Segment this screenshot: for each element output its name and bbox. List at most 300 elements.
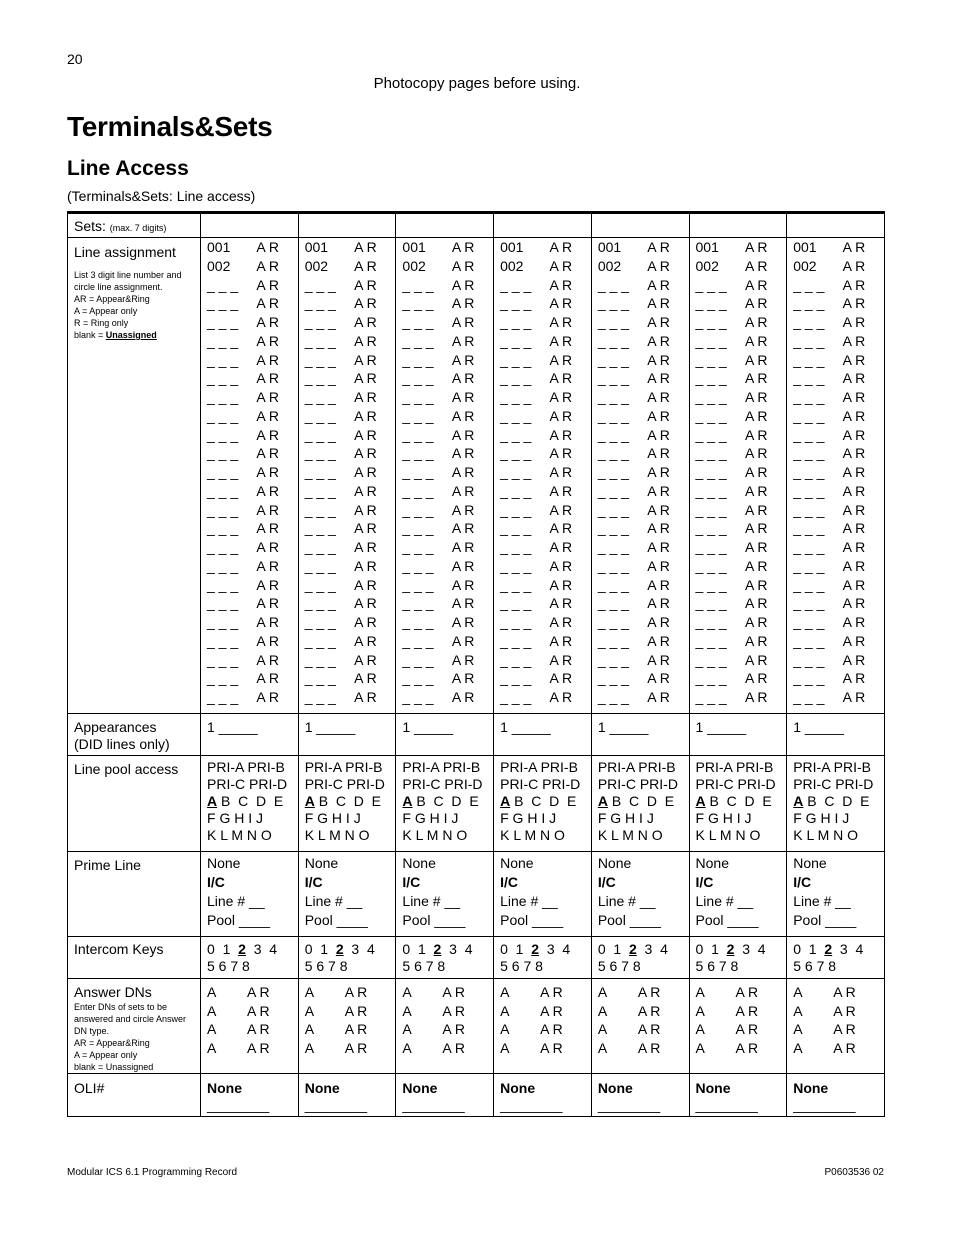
line-number[interactable]: _ _ _	[695, 595, 727, 612]
ar-option[interactable]: A R	[256, 576, 279, 593]
line-number[interactable]: _ _ _	[695, 670, 727, 687]
line-number[interactable]: _ _ _	[597, 464, 629, 480]
line-number[interactable]: _ _ _	[695, 445, 727, 462]
intercom-default[interactable]: 2	[335, 941, 344, 957]
line-number[interactable]: _ _ _	[597, 614, 629, 630]
line-number[interactable]: _ _ _	[597, 539, 629, 555]
line-number[interactable]: _ _ _	[695, 482, 727, 499]
pool-row-3[interactable]: K L M N O	[304, 827, 370, 843]
line-number[interactable]: _ _ _	[304, 370, 336, 387]
ar-option[interactable]: A R	[744, 595, 768, 612]
set-4-name-field[interactable]	[494, 213, 592, 238]
pool-row-3[interactable]: K L M N O	[597, 827, 663, 843]
ar-option[interactable]: A R	[549, 595, 573, 612]
line-number[interactable]: _ _ _	[793, 389, 825, 405]
line-number[interactable]: _ _ _	[402, 389, 434, 405]
pool-a-default[interactable]: A	[597, 793, 608, 809]
ar-option[interactable]: A R	[842, 295, 866, 312]
line-number[interactable]: _ _ _	[793, 351, 825, 368]
line-number[interactable]: _ _ _	[793, 295, 825, 312]
ar-option[interactable]: A R	[451, 276, 475, 293]
ar-option[interactable]: A R	[549, 426, 573, 443]
line-number[interactable]: _ _ _	[402, 520, 434, 537]
pool-row-2[interactable]: F G H I J	[304, 810, 361, 826]
answer-a[interactable]: A	[207, 984, 217, 1000]
line-number[interactable]: _ _ _	[597, 632, 629, 649]
line-number[interactable]: _ _ _	[695, 332, 727, 349]
answer-ar[interactable]: A R	[540, 984, 563, 1000]
pool-a-default[interactable]: A	[207, 793, 218, 809]
answer-a[interactable]: A	[402, 1039, 412, 1056]
appearances-field[interactable]: 1 _____	[500, 719, 551, 735]
answer-ar[interactable]: A R	[637, 1021, 661, 1037]
set-5-name-field[interactable]	[591, 213, 689, 238]
line-number[interactable]: _ _ _	[793, 370, 825, 387]
ar-option[interactable]: A R	[451, 464, 475, 480]
ar-option[interactable]: A R	[647, 389, 670, 405]
line-number[interactable]: _ _ _	[207, 520, 239, 537]
appearances-field[interactable]: 1 _____	[304, 719, 356, 735]
appearances-field[interactable]: 1 _____	[695, 719, 747, 735]
line-number[interactable]: _ _ _	[402, 314, 434, 330]
intercom-default[interactable]: 2	[824, 941, 833, 957]
ar-option[interactable]: A R	[744, 539, 768, 555]
prime-pool[interactable]: Pool ____	[304, 912, 368, 928]
line-number[interactable]: _ _ _	[402, 670, 434, 687]
line-number[interactable]: _ _ _	[304, 407, 336, 424]
intercom-default[interactable]: 2	[433, 941, 442, 957]
ar-option[interactable]: A R	[451, 389, 475, 405]
ar-option[interactable]: A R	[647, 276, 670, 293]
intercom-keys-high[interactable]: 3 4	[636, 941, 668, 957]
line-number[interactable]: _ _ _	[207, 651, 239, 668]
oli-field[interactable]: ________	[207, 1097, 270, 1113]
line-number[interactable]: _ _ _	[597, 351, 629, 368]
answer-ar[interactable]: A R	[442, 1002, 465, 1019]
line-number[interactable]: _ _ _	[207, 351, 239, 368]
prime-line-number[interactable]: Line # __	[500, 893, 558, 909]
ar-option[interactable]: A R	[256, 426, 279, 443]
ar-option[interactable]: A R	[647, 257, 670, 274]
ar-option[interactable]: A R	[549, 557, 573, 574]
line-number[interactable]: _ _ _	[500, 632, 532, 649]
intercom-default[interactable]: 2	[726, 941, 735, 957]
intercom-default[interactable]: 2	[238, 941, 246, 957]
ar-option[interactable]: A R	[549, 332, 573, 349]
line-number[interactable]: 001	[304, 239, 329, 255]
intercom-default[interactable]: 2	[531, 941, 540, 957]
line-number[interactable]: _ _ _	[793, 501, 825, 518]
ar-option[interactable]: A R	[451, 614, 475, 630]
line-number[interactable]: _ _ _	[207, 407, 239, 424]
line-number[interactable]: 002	[793, 257, 817, 274]
ar-option[interactable]: A R	[451, 595, 475, 612]
intercom-row-2[interactable]: 5 6 7 8	[304, 958, 348, 974]
answer-ar[interactable]: A R	[442, 1039, 465, 1056]
ar-option[interactable]: A R	[354, 445, 377, 462]
ar-option[interactable]: A R	[451, 332, 475, 349]
intercom-keys-high[interactable]: 3 4	[245, 941, 278, 957]
ar-option[interactable]: A R	[744, 670, 768, 687]
pri-ab[interactable]: PRI-A PRI-B	[402, 759, 481, 775]
ar-option[interactable]: A R	[354, 370, 377, 387]
line-number[interactable]: _ _ _	[597, 426, 629, 443]
ar-option[interactable]: A R	[842, 651, 866, 668]
ar-option[interactable]: A R	[549, 614, 573, 630]
line-number[interactable]: _ _ _	[402, 482, 434, 499]
prime-line-number[interactable]: Line # __	[695, 893, 754, 909]
answer-ar[interactable]: A R	[637, 984, 661, 1000]
ar-option[interactable]: A R	[256, 539, 279, 555]
ar-option[interactable]: A R	[354, 520, 377, 537]
intercom-row-2[interactable]: 5 6 7 8	[793, 958, 837, 974]
ar-option[interactable]: A R	[451, 351, 475, 368]
line-number[interactable]: 002	[500, 257, 524, 274]
line-number[interactable]: _ _ _	[207, 576, 239, 593]
line-number[interactable]: _ _ _	[793, 314, 825, 330]
ar-option[interactable]: A R	[451, 426, 475, 443]
line-number[interactable]: _ _ _	[207, 426, 239, 443]
line-number[interactable]: _ _ _	[695, 576, 727, 593]
ar-option[interactable]: A R	[842, 370, 866, 387]
line-number[interactable]: _ _ _	[695, 314, 727, 330]
prime-pool[interactable]: Pool ____	[402, 912, 466, 928]
line-number[interactable]: 001	[793, 239, 817, 255]
ar-option[interactable]: A R	[354, 295, 377, 312]
prime-ic[interactable]: I/C	[207, 874, 225, 890]
ar-option[interactable]: A R	[744, 389, 768, 405]
ar-option[interactable]: A R	[256, 389, 279, 405]
intercom-default[interactable]: 2	[628, 941, 637, 957]
ar-option[interactable]: A R	[744, 501, 768, 518]
ar-option[interactable]: A R	[647, 670, 670, 687]
answer-a[interactable]: A	[402, 1021, 412, 1037]
ar-option[interactable]: A R	[647, 445, 670, 462]
line-number[interactable]: _ _ _	[695, 407, 727, 424]
pri-cd[interactable]: PRI-C PRI-D	[793, 776, 874, 792]
intercom-keys-low[interactable]: 0 1	[207, 941, 239, 957]
ar-option[interactable]: A R	[354, 276, 377, 293]
answer-a[interactable]: A	[500, 1021, 510, 1037]
intercom-keys-high[interactable]: 3 4	[539, 941, 571, 957]
line-number[interactable]: _ _ _	[207, 389, 239, 405]
ar-option[interactable]: A R	[549, 295, 573, 312]
ar-option[interactable]: A R	[842, 482, 866, 499]
ar-option[interactable]: A R	[842, 239, 866, 255]
ar-option[interactable]: A R	[256, 689, 279, 705]
line-number[interactable]: 001	[207, 239, 231, 255]
ar-option[interactable]: A R	[354, 651, 377, 668]
appearances-field[interactable]: 1 _____	[402, 719, 454, 735]
pool-row-3[interactable]: K L M N O	[207, 827, 272, 843]
answer-a[interactable]: A	[500, 984, 510, 1000]
line-number[interactable]: _ _ _	[500, 595, 532, 612]
ar-option[interactable]: A R	[744, 632, 768, 649]
ar-option[interactable]: A R	[549, 314, 573, 330]
ar-option[interactable]: A R	[354, 632, 377, 649]
line-number[interactable]: _ _ _	[207, 670, 239, 687]
intercom-row-2[interactable]: 5 6 7 8	[207, 958, 250, 974]
ar-option[interactable]: A R	[354, 670, 377, 687]
line-number[interactable]: _ _ _	[500, 689, 532, 705]
line-number[interactable]: _ _ _	[304, 389, 336, 405]
line-number[interactable]: _ _ _	[793, 445, 825, 462]
answer-ar[interactable]: A R	[247, 1002, 270, 1019]
line-number[interactable]: _ _ _	[597, 482, 629, 499]
answer-a[interactable]: A	[207, 1021, 217, 1037]
answer-ar[interactable]: A R	[540, 1002, 563, 1019]
ar-option[interactable]: A R	[842, 332, 866, 349]
prime-pool[interactable]: Pool ____	[793, 912, 857, 928]
line-number[interactable]: _ _ _	[597, 651, 629, 668]
answer-ar[interactable]: A R	[247, 1039, 270, 1056]
line-number[interactable]: _ _ _	[402, 557, 434, 574]
ar-option[interactable]: A R	[744, 464, 768, 480]
intercom-keys-high[interactable]: 3 4	[441, 941, 473, 957]
answer-a[interactable]: A	[695, 984, 705, 1000]
line-number[interactable]: _ _ _	[304, 595, 336, 612]
oli-field[interactable]: ________	[402, 1097, 465, 1113]
ar-option[interactable]: A R	[256, 651, 279, 668]
ar-option[interactable]: A R	[549, 501, 573, 518]
line-number[interactable]: _ _ _	[500, 557, 532, 574]
ar-option[interactable]: A R	[842, 389, 866, 405]
ar-option[interactable]: A R	[647, 332, 670, 349]
answer-ar[interactable]: A R	[344, 1002, 368, 1019]
line-number[interactable]: _ _ _	[207, 314, 239, 330]
line-number[interactable]: _ _ _	[402, 370, 434, 387]
ar-option[interactable]: A R	[647, 689, 670, 705]
ar-option[interactable]: A R	[354, 501, 377, 518]
prime-ic[interactable]: I/C	[500, 874, 518, 890]
ar-option[interactable]: A R	[354, 482, 377, 499]
ar-option[interactable]: A R	[451, 557, 475, 574]
line-number[interactable]: _ _ _	[500, 370, 532, 387]
line-number[interactable]: _ _ _	[500, 651, 532, 668]
ar-option[interactable]: A R	[647, 370, 670, 387]
line-number[interactable]: _ _ _	[402, 576, 434, 593]
line-number[interactable]: _ _ _	[793, 482, 825, 499]
pool-letters[interactable]: B C D E	[510, 793, 577, 809]
ar-option[interactable]: A R	[256, 239, 279, 255]
line-number[interactable]: _ _ _	[597, 370, 629, 387]
answer-a[interactable]: A	[207, 1002, 217, 1019]
ar-option[interactable]: A R	[256, 632, 279, 649]
intercom-keys-low[interactable]: 0 1	[402, 941, 434, 957]
line-number[interactable]: _ _ _	[500, 295, 532, 312]
line-number[interactable]: _ _ _	[207, 482, 239, 499]
line-number[interactable]: _ _ _	[304, 520, 336, 537]
ar-option[interactable]: A R	[354, 407, 377, 424]
answer-a[interactable]: A	[695, 1002, 705, 1019]
line-number[interactable]: _ _ _	[402, 351, 434, 368]
answer-a[interactable]: A	[304, 1039, 315, 1056]
ar-option[interactable]: A R	[451, 295, 475, 312]
set-2-name-field[interactable]	[298, 213, 396, 238]
pri-cd[interactable]: PRI-C PRI-D	[597, 776, 678, 792]
ar-option[interactable]: A R	[354, 257, 377, 274]
line-number[interactable]: 002	[207, 257, 231, 274]
pool-letters[interactable]: B C D E	[607, 793, 675, 809]
ar-option[interactable]: A R	[549, 389, 573, 405]
line-number[interactable]: _ _ _	[793, 576, 825, 593]
oli-none[interactable]: None	[695, 1080, 731, 1096]
set-6-name-field[interactable]	[689, 213, 787, 238]
ar-option[interactable]: A R	[256, 276, 279, 293]
line-number[interactable]: _ _ _	[597, 332, 629, 349]
pool-row-3[interactable]: K L M N O	[500, 827, 565, 843]
line-number[interactable]: _ _ _	[695, 520, 727, 537]
line-number[interactable]: _ _ _	[402, 295, 434, 312]
prime-ic[interactable]: I/C	[304, 874, 323, 890]
line-number[interactable]: _ _ _	[207, 557, 239, 574]
line-number[interactable]: _ _ _	[597, 501, 629, 518]
line-number[interactable]: _ _ _	[500, 426, 532, 443]
line-number[interactable]: 002	[695, 257, 719, 274]
ar-option[interactable]: A R	[744, 445, 768, 462]
answer-a[interactable]: A	[304, 984, 315, 1000]
pri-ab[interactable]: PRI-A PRI-B	[695, 759, 774, 775]
oli-none[interactable]: None	[402, 1080, 438, 1096]
line-number[interactable]: _ _ _	[500, 464, 532, 480]
line-number[interactable]: _ _ _	[793, 670, 825, 687]
ar-option[interactable]: A R	[744, 332, 768, 349]
ar-option[interactable]: A R	[842, 314, 866, 330]
line-number[interactable]: _ _ _	[597, 445, 629, 462]
intercom-keys-low[interactable]: 0 1	[597, 941, 629, 957]
ar-option[interactable]: A R	[647, 539, 670, 555]
answer-a[interactable]: A	[304, 1002, 315, 1019]
ar-option[interactable]: A R	[744, 689, 768, 705]
line-number[interactable]: _ _ _	[500, 276, 532, 293]
ar-option[interactable]: A R	[256, 557, 279, 574]
ar-option[interactable]: A R	[256, 595, 279, 612]
ar-option[interactable]: A R	[647, 464, 670, 480]
pool-letters[interactable]: B C D E	[803, 793, 870, 809]
ar-option[interactable]: A R	[842, 426, 866, 443]
line-number[interactable]: _ _ _	[207, 464, 239, 480]
ar-option[interactable]: A R	[842, 595, 866, 612]
ar-option[interactable]: A R	[647, 595, 670, 612]
ar-option[interactable]: A R	[842, 670, 866, 687]
prime-none[interactable]: None	[695, 855, 729, 871]
appearances-field[interactable]: 1 _____	[597, 719, 649, 735]
intercom-keys-low[interactable]: 0 1	[304, 941, 336, 957]
pri-ab[interactable]: PRI-A PRI-B	[793, 759, 872, 775]
ar-option[interactable]: A R	[549, 520, 573, 537]
answer-a[interactable]: A	[402, 1002, 412, 1019]
pool-row-3[interactable]: K L M N O	[695, 827, 761, 843]
line-number[interactable]: 001	[402, 239, 426, 255]
ar-option[interactable]: A R	[842, 257, 866, 274]
ar-option[interactable]: A R	[549, 276, 573, 293]
answer-ar[interactable]: A R	[735, 984, 759, 1000]
ar-option[interactable]: A R	[744, 276, 768, 293]
ar-option[interactable]: A R	[744, 557, 768, 574]
answer-ar[interactable]: A R	[540, 1021, 563, 1037]
line-number[interactable]: _ _ _	[402, 651, 434, 668]
ar-option[interactable]: A R	[256, 257, 279, 274]
ar-option[interactable]: A R	[549, 370, 573, 387]
line-number[interactable]: _ _ _	[597, 407, 629, 424]
ar-option[interactable]: A R	[647, 576, 670, 593]
oli-none[interactable]: None	[597, 1080, 633, 1096]
pool-row-3[interactable]: K L M N O	[402, 827, 468, 843]
line-number[interactable]: _ _ _	[695, 501, 727, 518]
ar-option[interactable]: A R	[256, 520, 279, 537]
line-number[interactable]: _ _ _	[207, 370, 239, 387]
line-number[interactable]: _ _ _	[695, 276, 727, 293]
ar-option[interactable]: A R	[451, 370, 475, 387]
ar-option[interactable]: A R	[549, 689, 573, 705]
ar-option[interactable]: A R	[842, 557, 866, 574]
line-number[interactable]: _ _ _	[207, 295, 239, 312]
intercom-row-2[interactable]: 5 6 7 8	[597, 958, 641, 974]
line-number[interactable]: _ _ _	[793, 464, 825, 480]
answer-ar[interactable]: A R	[344, 1021, 368, 1037]
ar-option[interactable]: A R	[549, 482, 573, 499]
oli-none[interactable]: None	[793, 1080, 829, 1096]
ar-option[interactable]: A R	[842, 464, 866, 480]
prime-ic[interactable]: I/C	[695, 874, 714, 890]
line-number[interactable]: _ _ _	[500, 332, 532, 349]
ar-option[interactable]: A R	[647, 407, 670, 424]
ar-option[interactable]: A R	[354, 576, 377, 593]
line-number[interactable]: _ _ _	[304, 276, 336, 293]
line-number[interactable]: _ _ _	[793, 426, 825, 443]
oli-field[interactable]: ________	[500, 1097, 563, 1113]
pool-a-default[interactable]: A	[500, 793, 511, 809]
ar-option[interactable]: A R	[842, 351, 866, 368]
ar-option[interactable]: A R	[354, 539, 377, 555]
answer-ar[interactable]: A R	[833, 1002, 856, 1019]
ar-option[interactable]: A R	[256, 295, 279, 312]
prime-pool[interactable]: Pool ____	[597, 912, 661, 928]
ar-option[interactable]: A R	[354, 351, 377, 368]
answer-ar[interactable]: A R	[637, 1002, 661, 1019]
ar-option[interactable]: A R	[451, 651, 475, 668]
line-number[interactable]: _ _ _	[402, 464, 434, 480]
ar-option[interactable]: A R	[647, 351, 670, 368]
pri-cd[interactable]: PRI-C PRI-D	[402, 776, 483, 792]
ar-option[interactable]: A R	[354, 426, 377, 443]
line-number[interactable]: _ _ _	[402, 407, 434, 424]
line-number[interactable]: _ _ _	[304, 295, 336, 312]
pri-ab[interactable]: PRI-A PRI-B	[597, 759, 676, 775]
answer-ar[interactable]: A R	[442, 984, 465, 1000]
answer-ar[interactable]: A R	[637, 1039, 661, 1056]
line-number[interactable]: _ _ _	[695, 370, 727, 387]
ar-option[interactable]: A R	[549, 445, 573, 462]
prime-ic[interactable]: I/C	[402, 874, 421, 890]
line-number[interactable]: _ _ _	[500, 314, 532, 330]
pri-cd[interactable]: PRI-C PRI-D	[500, 776, 581, 792]
ar-option[interactable]: A R	[256, 351, 279, 368]
answer-a[interactable]: A	[500, 1002, 510, 1019]
answer-ar[interactable]: A R	[344, 984, 368, 1000]
line-number[interactable]: _ _ _	[304, 314, 336, 330]
ar-option[interactable]: A R	[354, 557, 377, 574]
answer-ar[interactable]: A R	[540, 1039, 563, 1056]
intercom-keys-high[interactable]: 3 4	[832, 941, 864, 957]
line-number[interactable]: _ _ _	[402, 332, 434, 349]
oli-none[interactable]: None	[207, 1080, 242, 1096]
set-7-name-field[interactable]	[787, 213, 885, 238]
ar-option[interactable]: A R	[647, 614, 670, 630]
answer-a[interactable]: A	[793, 1039, 803, 1056]
line-number[interactable]: _ _ _	[304, 351, 336, 368]
oli-field[interactable]: ________	[793, 1097, 856, 1113]
